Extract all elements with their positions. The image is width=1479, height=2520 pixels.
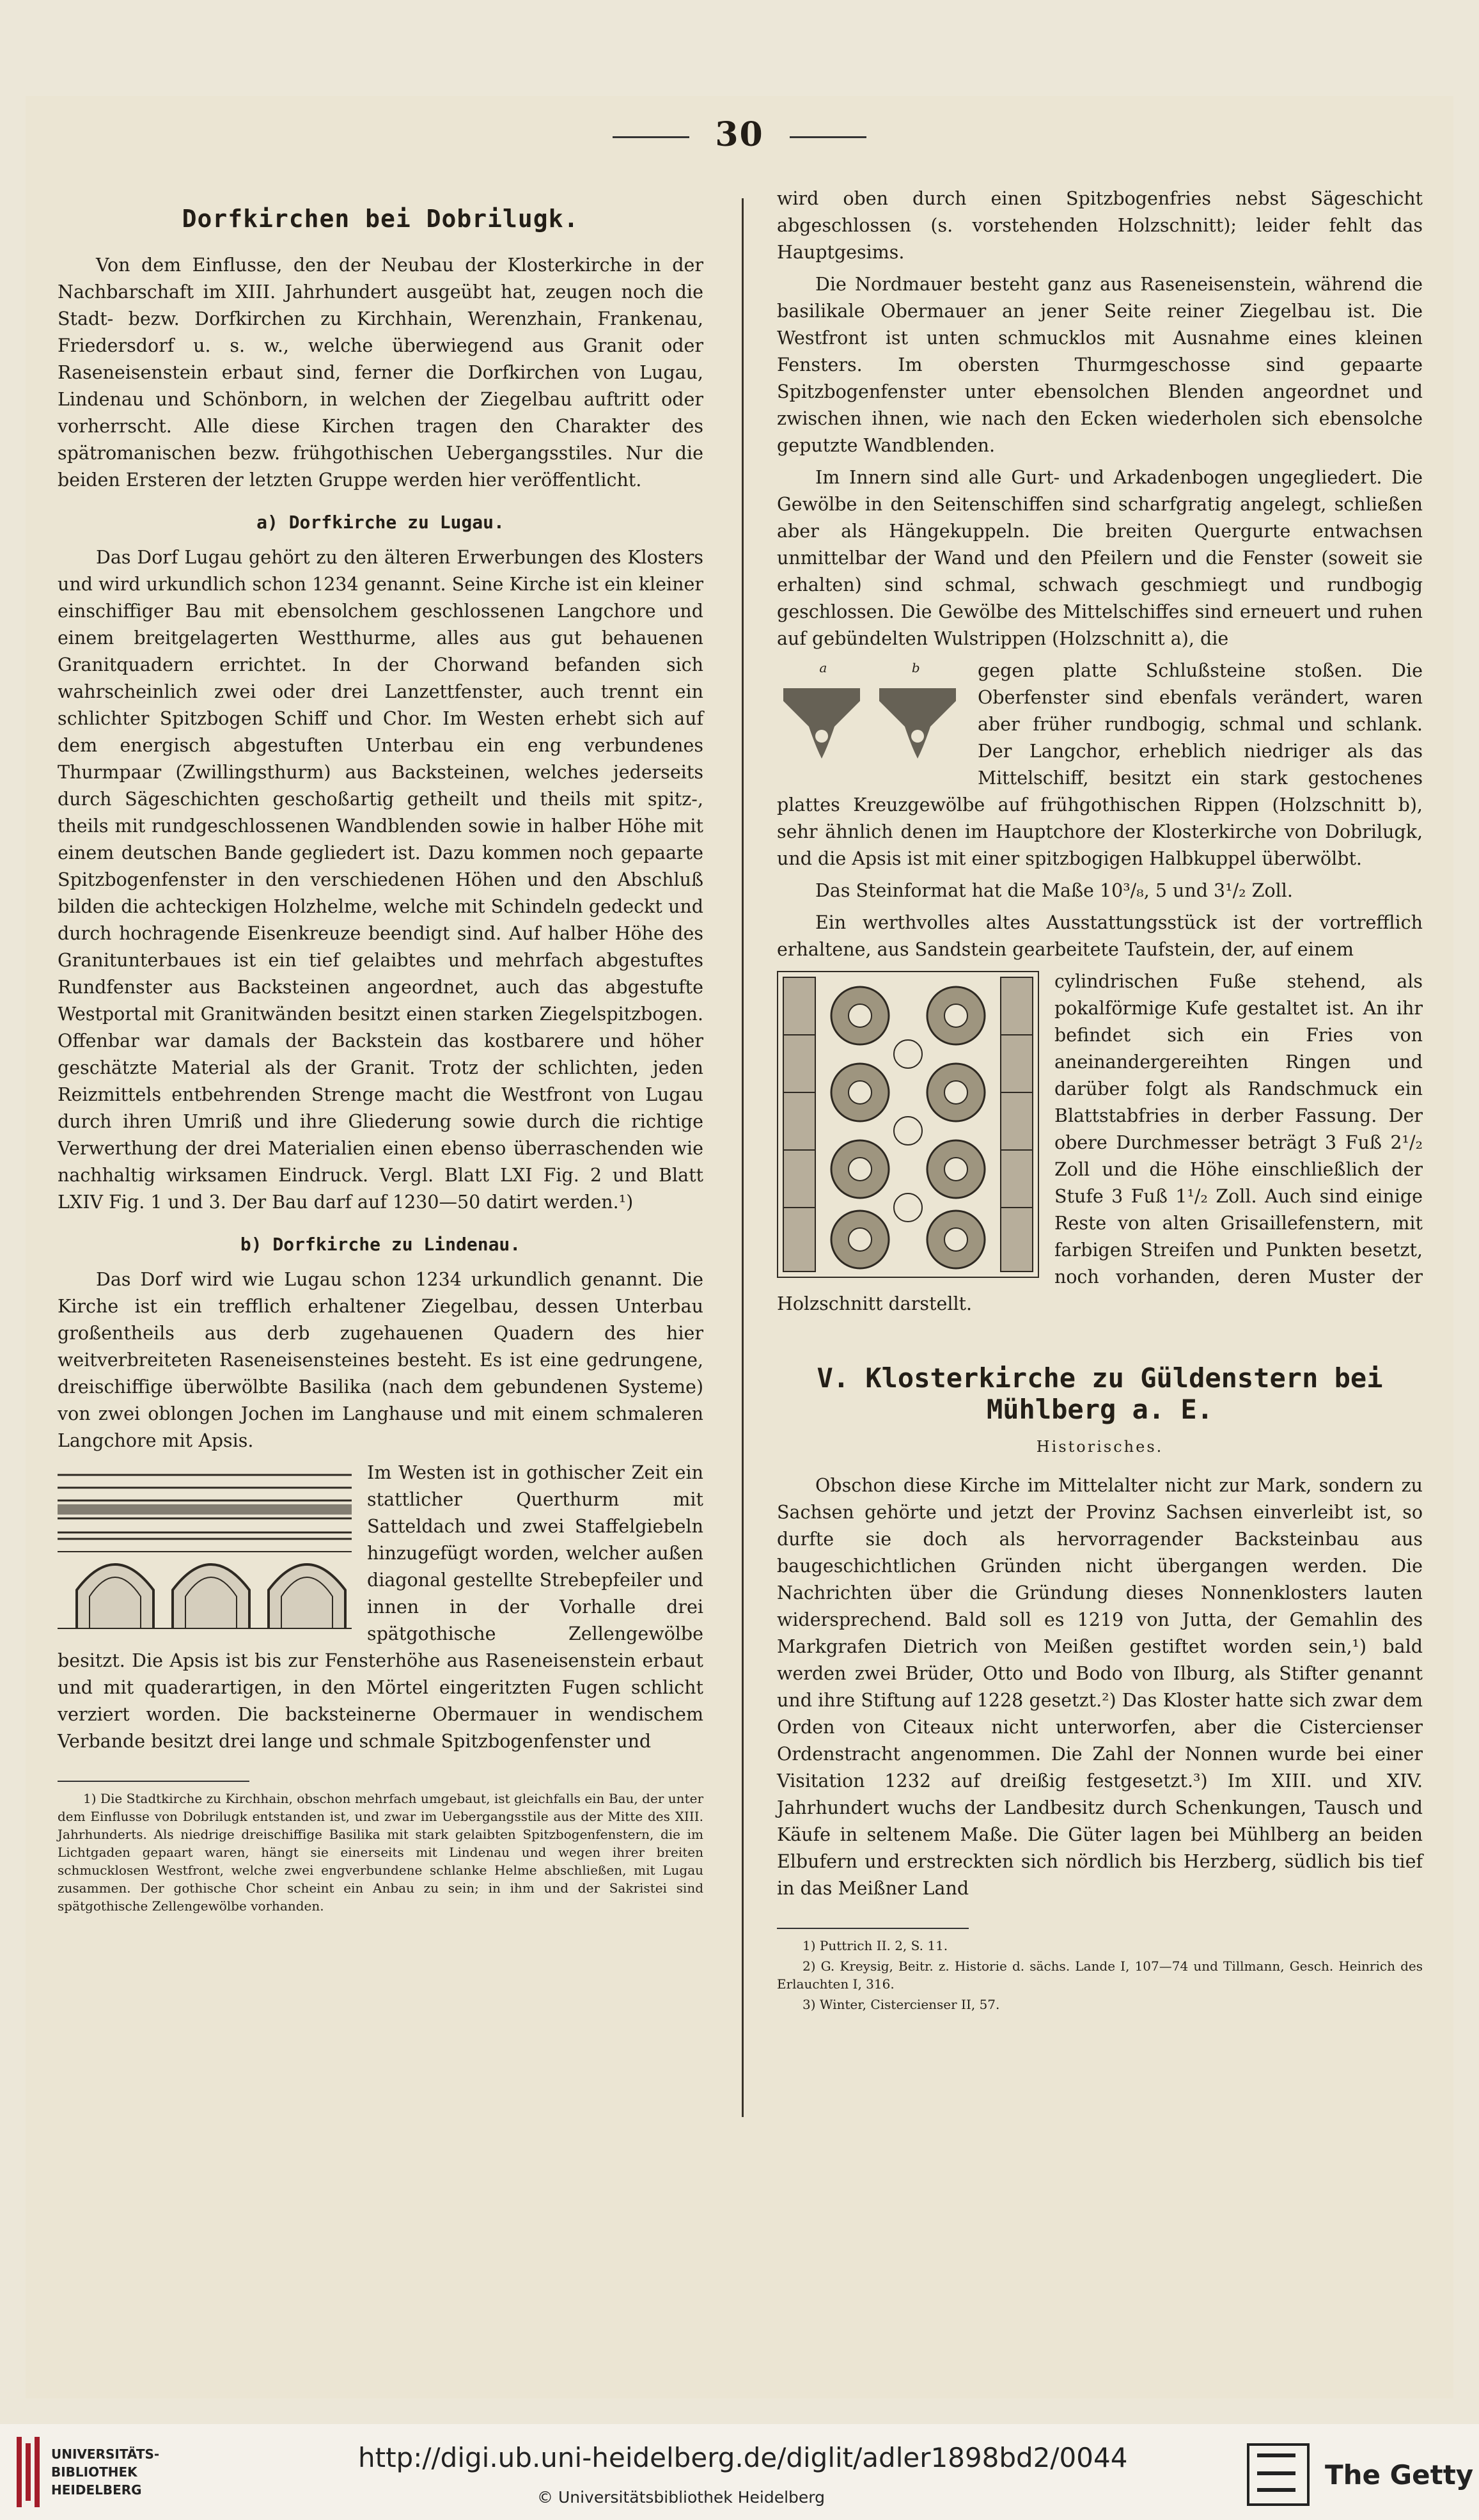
library-seal-icon xyxy=(15,2437,42,2507)
getty-logo[interactable]: The Getty xyxy=(1247,2443,1473,2506)
paragraph-right-4: Das Steinformat hat die Maße 10³/₈, 5 und 3¹/₂ Zoll. xyxy=(815,880,1293,901)
paragraph-right-3: Im Innern sind alle Gurt- und Arkadenbogen ungegliedert. Die Gewölbe in den Seitenschiffen sind scharfgratig angelegt, schließen aber als Hängekuppeln. Die breiten Quergurte entwachsen unmittelbar der Wand und den Pfeilern und die Fenster (soweit sie erhalten) sind schmal, schwach geschmiegt und rundbogig geschlossen. Die Gewölbe des Mittelschiffes sind erneuert und ruhen auf gebündelten Wulstrippen (Holzschnitt a), die xyxy=(777,467,1423,649)
woodcut-rib-profiles xyxy=(777,660,962,774)
subsection-lindenau: b) Dorfkirche zu Lindenau. xyxy=(240,1234,521,1255)
left-column xyxy=(58,185,703,1918)
library-logo[interactable] xyxy=(15,2437,159,2507)
copyright: © Universitätsbibliothek Heidelberg xyxy=(537,2488,826,2507)
getty-mark-icon xyxy=(1247,2443,1310,2506)
woodcut-grisaille-pattern xyxy=(777,971,1039,1278)
paragraph-lindenau-1: Das Dorf wird wie Lugau schon 1234 urkundlich genannt. Die Kirche ist ein trefflich erhaltener Ziegelbau, dessen Unterbau großentheils aus derb zugehauenen Quadern des hier weitverbreiteten Raseneisensteines besteht. Es ist eine gedrungene, dreischiffige überwölbte Basilika (nach dem gebundenen Systeme) von zwei oblongen Jochen im Langhause und mit einem schmaleren Langchore mit Apsis. xyxy=(58,1269,703,1451)
woodcut-arch-frieze xyxy=(58,1462,352,1635)
paragraph-right-5a: Ein werthvolles altes Ausstattungsstück ist der vortrefflich erhaltene, aus Sandstein gearbeitete Taufstein, der, auf einem xyxy=(777,912,1423,960)
footnote-rule xyxy=(58,1781,249,1782)
paragraph-lindenau-2: Im Westen ist in gothischer Zeit ein stattlicher Querthurm mit Satteldach und zwei Staffelgiebeln hinzugefügt worden, welcher außen diagonal gestellte Strebepfeiler und innen in der Vorhalle drei spätgothische Zellengewölbe besitzt. Die Apsis ist bis zur Fensterhöhe aus Raseneisenstein erbaut und mit quaderartigen, in den Mörtel eingeritzten Fugen schlicht verziert worden. Die backsteinerne Obermauer in wendischem Verbande besitzt drei lange und schmale Spitzbogenfenster und xyxy=(58,1462,703,1752)
paragraph-lugau: Das Dorf Lugau gehört zu den älteren Erwerbungen des Klosters und wird urkundlich schon 1234 genannt. Seine Kirche ist ein kleiner einschiffiger Bau mit ebensolchem geschlossenen Langchore und einem breitgelagerten Westthurme, alles aus gut behauenen Granitquadern errichtet. In der Chorwand befanden sich wahrscheinlich zwei oder drei Lanzettfenster, auch trennt ein schlichter Spitzbogen Schiff und Chor. Im Westen erhebt sich auf dem energisch abgestuften Unterbau ein eng verbundenes Thurmpaar (Zwillingsthurm) aus Backsteinen, welches jederseits durch Sägeschichten geschoßartig getheilt und theils mit spitz-, theils mit rundgeschlossenen Wandblenden sowie in halber Höhe mit einem deutschen Bande gegliedert ist. Dazu kommen noch gepaarte Spitzbogenfenster in den verschiedenen Höhen und den Abschluß bilden die achteckigen Holzhelme, welche mit Schindeln gedeckt und durch hochragende Eisenkreuze beendigt sind. Auf halber Höhe des Granitunterbaues ist ein tief gelaibtes und mehrfach abgestuftes Rundfenster aus Backsteinen angeordnet, auch das abgestufte Westportal mit Granitwänden besitzt einen starken Ziegelspitzbogen. Offenbar war damals der Backstein das kostbarere und höher geschätzte Material als der Granit. Trotz der schlichten, jeden Reizmittels entbehrenden Strenge macht die Westfront von Lugau durch ihren Umriß und ihre Gliederung sowie durch die richtige Verwerthung der drei Materialien einen ebenso überraschenden wie nachhaltig wirksamen Eindruck. Vergl. Blatt LXI Fig. 2 und Blatt LXIV Fig. 1 und 3. Der Bau darf auf 1230—50 datirt werden.¹) xyxy=(58,547,703,1213)
footnote-left-1: 1) Die Stadtkirche zu Kirchhain, obschon mehrfach umgebaut, ist gleichfalls ein Bau, der unter dem Einflusse von Dobrilugk entstanden ist, und zwar im Uebergangsstile aus der Mitte des XIII. Jahrhunderts. Als niedrige dreischiffige Basilika mit stark gelaibten Spitzbogenfenstern, die im Lichtgaden gepaart waren, hängt sie einerseits mit Lindenau und wegen ihrer breiten schmucklosen Westfront, welche zwei engverbundene schlanke Helme abschließen, mit Lugau zusammen. Der gothische Chor scheint ein Anbau zu sein; in ihm und der Sakristei sind spätgothische Zellengewölbe vorhanden. xyxy=(58,1791,703,1914)
paragraph-right-2: Die Nordmauer besteht ganz aus Raseneisenstein, während die basilikale Obermauer an jener Seite reiner Ziegelbau ist. Die Westfront ist unten schmucklos mit Ausnahme eines kleinen Fensters. Im obersten Thurmgeschosse sind gepaarte Spitzbogenfenster unter ebensolchen Blenden angeordnet und zwischen ihnen, wie nach den Ecken wiederholen sich ebensolche geputzte Wandblenden. xyxy=(777,274,1423,456)
permalink[interactable]: http://digi.ub.uni-heidelberg.de/diglit/adler1898bd2/0044 xyxy=(358,2442,1128,2473)
footnote-right-2: 2) G. Kreysig, Beitr. z. Historie d. sächs. Lande I, 107—74 und Tillmann, Gesch. Heinrich des Erlauchten I, 316. xyxy=(777,1958,1423,1992)
section-title-dorfkirchen: Dorfkirchen bei Dobrilugk. xyxy=(182,205,579,233)
subtitle-historisches: Historisches. xyxy=(1036,1438,1164,1456)
viewer-footer xyxy=(0,2424,1479,2520)
paragraph-right-5b: cylindrischen Fuße stehend, als pokalförmige Kufe gestaltet ist. An ihr befindet sich ein Fries von aneinandergereihten Ringen und darüber folgt als Randschmuck ein Blattstabfries in derber Fassung. Der obere Durchmesser beträgt 3 Fuß 2¹/₂ Zoll und die Höhe einschließlich der Stufe 3 Fuß 1¹/₂ Zoll. Auch sind einige Reste von alten Grisaillefenstern, mit farbigen Streifen und Punkten besetzt, noch vorhanden, deren Muster der Holzschnitt darstellt. xyxy=(777,971,1423,1314)
paragraph-intro: Von dem Einflusse, den der Neubau der Klosterkirche in der Nachbarschaft im XIII. Jahrhundert ausgeübt hat, zeugen noch die Stadt- bezw. Dorfkirchen zu Kirchhain, Werenzhain, Frankenau, Friedersdorf u. s. w., welche überwiegend aus Granit oder Raseneisenstein erbaut sind, ferner die Dorfkirchen von Lugau, Lindenau und Schönborn, in welchen der Ziegelbau auftritt oder vorherrscht. Alle diese Kirchen tragen den Charakter des spätromanischen bezw. frühgothischen Uebergangsstiles. Nur die beiden Ersteren der letzten Gruppe werden hier veröffentlicht. xyxy=(58,255,703,491)
footnote-right-1: 1) Puttrich II. 2, S. 11. xyxy=(802,1938,948,1953)
paragraph-right-6: Obschon diese Kirche im Mittelalter nicht zur Mark, sondern zu Sachsen gehörte und jetzt der Provinz Sachsen einverleibt ist, so durfte sie doch als hervorragender Backsteinbau aus baugeschichtlichen Gründen nicht übergangen werden. Die Nachrichten über die Gründung dieses Nonnenklosters lauten widersprechend. Bald soll es 1219 von Jutta, der Gemahlin des Markgrafen Dietrich von Meißen gestiftet worden sein,¹) bald werden zwei Brüder, Otto und Bodo von Ilburg, als Stifter genannt und ihre Stiftung auf 1228 gesetzt.²) Das Kloster hatte sich zwar dem Orden von Citeaux nicht unterworfen, aber die Cistercienser Ordenstracht angenommen. Die Zahl der Nonnen wurde bei einer Visitation 1232 auf dreißig festgesetzt.³) Im XIII. und XIV. Jahrhundert wuchs der Landbesitz durch Schenkungen, Tausch und Käufe in seltenem Maße. Die Güter lagen bei Mühlberg an beiden Elbufern und erstreckten sich nördlich bis Herzberg, südlich bis tief in das Meißner Land xyxy=(777,1475,1423,1899)
right-column xyxy=(777,185,1423,2016)
footnote-rule-right xyxy=(777,1928,969,1929)
footnote-right-3: 3) Winter, Cistercienser II, 57. xyxy=(802,1997,1000,2012)
section-title-gueldenstern: V. Klosterkirche zu Güldenstern bei Mühlberg a. E. xyxy=(817,1362,1383,1425)
paragraph-right-1: wird oben durch einen Spitzbogenfries nebst Sägeschicht abgeschlossen (s. vorstehenden Holzschnitt); leider fehlt das Hauptgesims. xyxy=(777,188,1423,263)
library-name: UNIVERSITÄTS- BIBLIOTHEK HEIDELBERG xyxy=(51,2446,160,2498)
figure-label-a: a xyxy=(819,660,827,675)
figure-label-b: b xyxy=(911,660,920,675)
column-divider xyxy=(742,198,744,2117)
subsection-lugau: a) Dorfkirche zu Lugau. xyxy=(256,512,505,533)
page-number: 30 xyxy=(0,115,1479,154)
paragraph-right-3b: gegen platte Schlußsteine stoßen. Die Oberfenster sind ebenfals verändert, waren aber früher rundbogig, schmal und schlank. Der Langchor, erheblich niedriger als das Mittelschiff, besitzt ein stark gestochenes plattes Kreuzgewölbe auf frühgothischen Rippen (Holzschnitt b), sehr ähnlich denen im Hauptchore der Klosterkirche von Dobrilugk, und die Apsis ist mit einer spitzbogigen Halbkuppel überwölbt. xyxy=(777,660,1423,869)
